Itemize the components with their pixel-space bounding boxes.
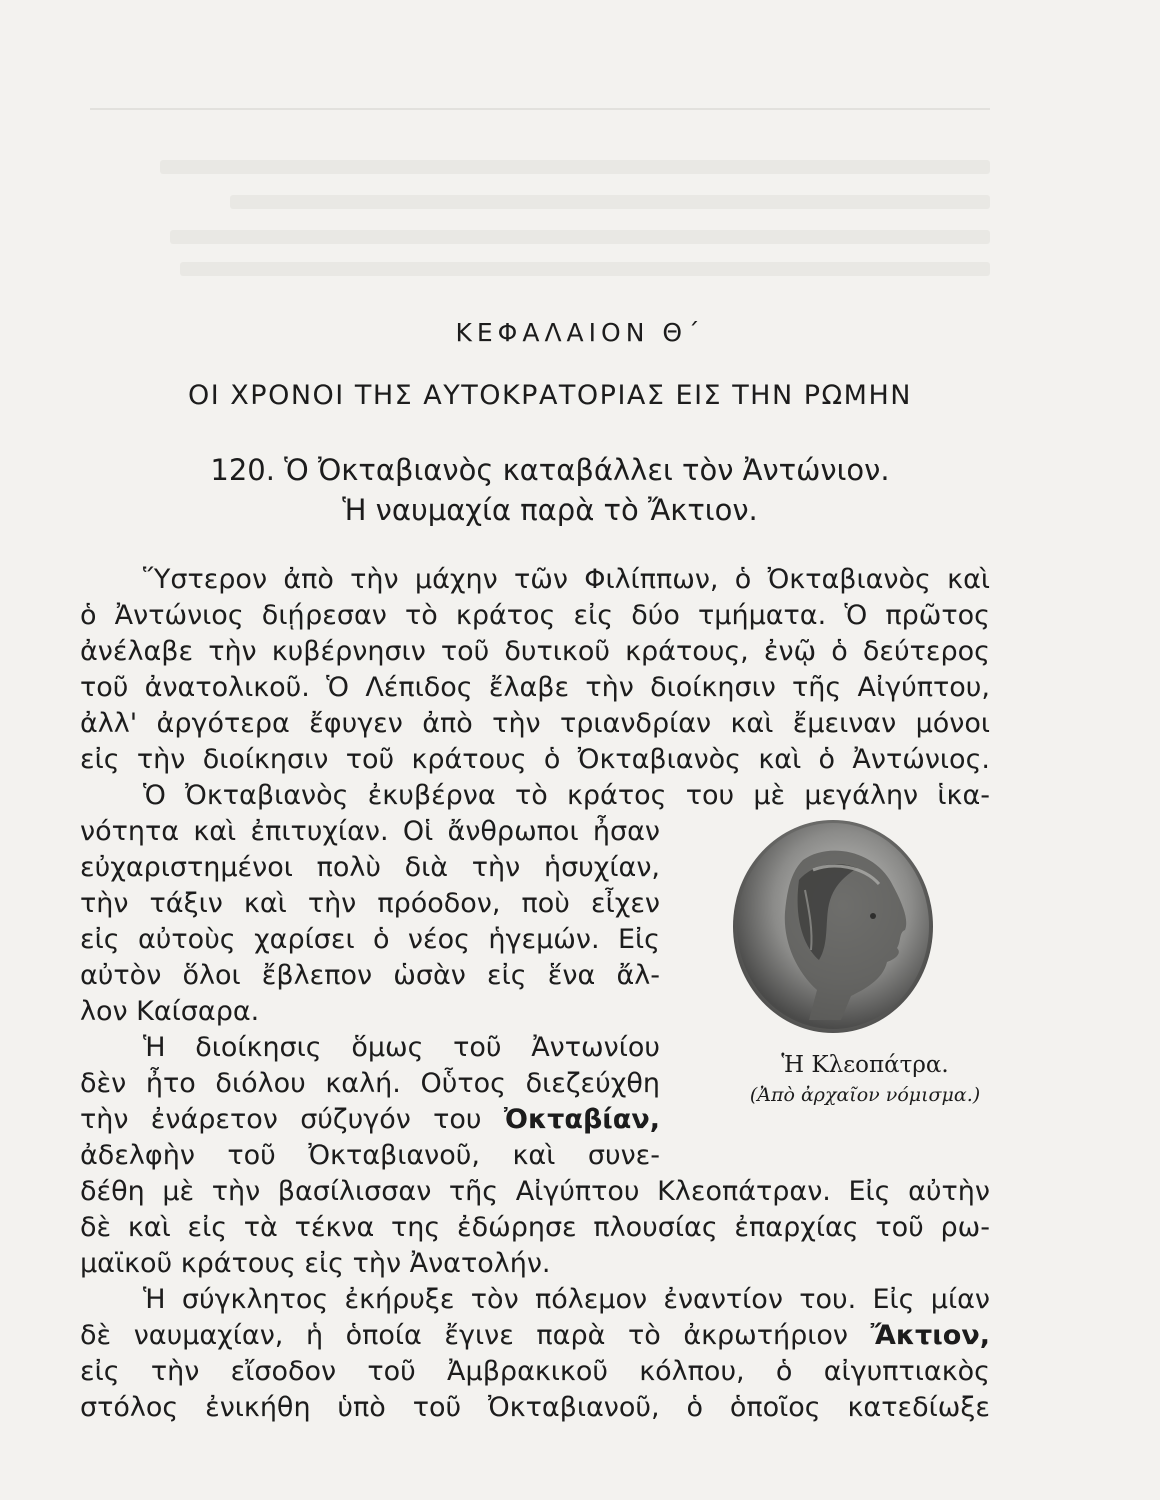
text-line: αὐτὸν ὅλοι ἔβλεπον ὡσὰν εἰς ἕνα ἄλ- <box>80 960 660 991</box>
text-line: δέθη μὲ τὴν βασίλισσαν τῆς Αἰγύπτου Κλεοπάτραν. Εἰς αὐτὴν <box>80 1176 990 1207</box>
text-line: στόλος ἐνικήθη ὑπὸ τοῦ Ὀκταβιανοῦ, ὁ ὁποῖος κατεδίωξε <box>80 1392 990 1423</box>
text-line: λον Καίσαρα. <box>80 996 260 1027</box>
cleopatra-coin-image <box>733 820 933 1033</box>
section-title-line: 120. Ὁ Ὀκταβιανὸς καταβάλλει τὸν Ἀντώνιον. <box>210 453 890 487</box>
place-actium: Ἄκτιον, <box>870 1320 990 1351</box>
text-line: ἀλλ' ἀργότερα ἔφυγεν ἀπὸ τὴν τριανδρίαν καὶ ἔμειναν μόνοι <box>80 708 990 739</box>
section-title-line: Ἡ ναυμαχία παρὰ τὸ Ἄκτιον. <box>342 493 758 527</box>
text-line: τὴν τάξιν καὶ τὴν πρόοδον, ποὺ εἶχεν <box>80 888 660 919</box>
bleed-through-line <box>160 160 990 174</box>
text-line: δὲ καὶ εἰς τὰ τέκνα της ἐδώρησε πλουσίας ἐπαρχίας τοῦ ρω- <box>80 1212 990 1243</box>
text-line: Ὁ Ὀκταβιανὸς ἐκυβέρνα τὸ κράτος του μὲ μεγάλην ἱκα- <box>143 780 990 811</box>
text-line: ἀδελφὴν τοῦ Ὀκταβιανοῦ, καὶ συνε- <box>80 1140 660 1171</box>
figure-caption: Ἡ Κλεοπάτρα. <box>781 1052 949 1078</box>
bleed-through-header <box>90 78 990 110</box>
bleed-through-line <box>170 230 990 244</box>
text-line: Ἡ διοίκησις ὅμως τοῦ Ἀντωνίου <box>143 1032 660 1063</box>
name-octavia: Ὀκταβίαν, <box>503 1104 660 1135</box>
figure-source: (Ἀπὸ ἀρχαῖον νόμισμα.) <box>749 1084 981 1106</box>
text-line: μαϊκοῦ κράτους εἰς τὴν Ἀνατολήν. <box>80 1248 551 1279</box>
text-run: δὲ ναυμαχίαν, ἡ ὁποία ἔγινε παρὰ τὸ ἀκρωτήριον <box>80 1320 849 1351</box>
text-line: εἰς αὐτοὺς χαρίσει ὁ νέος ἡγεμών. Εἰς <box>80 924 660 955</box>
text-line: Ὕστερον ἀπὸ τὴν μάχην τῶν Φιλίππων, ὁ Ὀκταβιανὸς καὶ <box>143 564 990 595</box>
text-line <box>80 1102 660 1138</box>
text-line: εἰς τὴν διοίκησιν τοῦ κράτους ὁ Ὀκταβιανὸς καὶ ὁ Ἀντώνιος. <box>80 744 990 775</box>
coin-portrait-icon <box>733 820 933 1033</box>
section-title <box>150 450 950 530</box>
bleed-through-line <box>230 195 990 209</box>
text-line: νότητα καὶ ἐπιτυχίαν. Οἱ ἄνθρωποι ἦσαν <box>80 816 660 847</box>
chapter-title: ΟΙ ΧΡΟΝΟΙ ΤΗΣ ΑΥΤΟΚΡΑΤΟΡΙΑΣ ΕΙΣ ΤΗΝ ΡΩΜΗΝ <box>188 380 912 411</box>
text-line <box>80 1318 990 1354</box>
text-line: τοῦ ἀνατολικοῦ. Ὁ Λέπιδος ἔλαβε τὴν διοίκησιν τῆς Αἰγύπτου, <box>80 672 990 703</box>
text-line: ἀνέλαβε τὴν κυβέρνησιν τοῦ δυτικοῦ κράτους, ἐνῷ ὁ δεύτερος <box>80 636 990 667</box>
text-line: εἰς τὴν εἴσοδον τοῦ Ἀμβρακικοῦ κόλπου, ὁ αἰγυπτιακὸς <box>80 1356 990 1387</box>
text-line: εὐχαριστημένοι πολὺ διὰ τὴν ἡσυχίαν, <box>80 852 660 883</box>
text-line: Ἡ σύγκλητος ἐκήρυξε τὸν πόλεμον ἐναντίον του. Εἰς μίαν <box>143 1284 990 1315</box>
chapter-label: ΚΕΦΑΛΑΙΟΝ Θ΄ <box>455 318 705 347</box>
text-line: ὁ Ἀντώνιος διῄρεσαν τὸ κράτος εἰς δύο τμήματα. Ὁ πρῶτος <box>80 600 990 631</box>
text-run: τὴν ἐνάρετον σύζυγόν του <box>80 1104 482 1135</box>
text-line: δὲν ἦτο διόλου καλή. Οὗτος διεζεύχθη <box>80 1068 660 1099</box>
bleed-through-line <box>180 262 990 276</box>
